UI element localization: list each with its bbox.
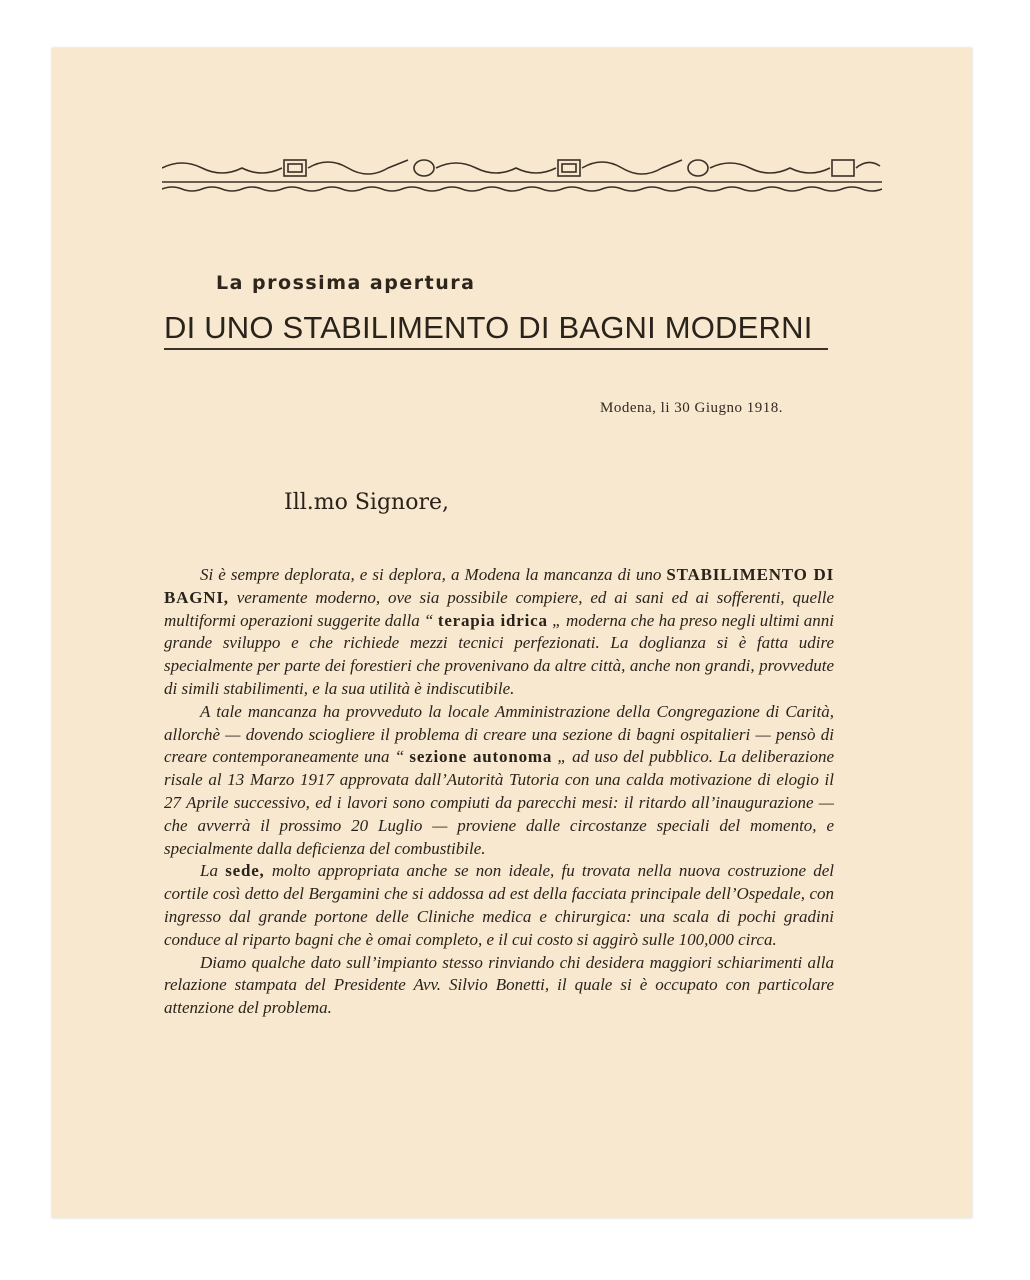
paragraph-4: Diamo qualche dato sull’impianto stesso rinviando chi desidera maggiori schiarimenti alla relazione stampata del Presidente Avv. Silvio Bonetti, il quale si è occupato con particolare attenzione del problema. bbox=[164, 952, 834, 1018]
bold-text: terapia idrica bbox=[437, 610, 548, 630]
paragraph-2 bbox=[164, 701, 834, 861]
main-title: DI UNO STABILIMENTO DI BAGNI MODERNI bbox=[164, 310, 828, 350]
text-run: molto appropriata anche se non ideale, fu trovata nella nuova costruzione del cortile così detto del Bergamini che si addossa ad est della facciata principale dell’Ospedale, con ingresso dal grande portone delle Cliniche medica e chirurgica: una scala di pochi gradini conduce al riparto bagni che è omai completo, e il cui costo si aggirò sulle 100,000 circa. bbox=[164, 861, 834, 949]
subtitle-heading: La prossima apertura bbox=[216, 272, 476, 294]
text-run: „ ad uso del pubblico. La deliberazione risale al 13 Marzo 1917 approvata dall’Autorità Tutoria con una calda motivazione di elogio il 27 Aprile successivo, ed i lavori sono compiuti da parecchi mesi: il ritardo all’inaugurazione — che avverrà il prossimo 20 Luglio — proviene dalle circostanze speciali del momento, e specialmente dalla deficienza del combustibile. bbox=[164, 747, 834, 858]
paragraph-1 bbox=[164, 564, 834, 701]
text-run: A tale mancanza ha provveduto la locale Amministrazione della Congregazione di Carità, allorchè — dovendo sciogliere il problema di creare una sezione di bagni ospitalieri — pensò di creare contemporaneamente una “ bbox=[164, 701, 834, 767]
text-run: La bbox=[200, 861, 226, 881]
bold-text: sezione autonoma bbox=[409, 747, 553, 767]
paragraph-3 bbox=[164, 860, 834, 951]
text-run: veramente moderno, ove sia possibile compiere, ed ai sani ed ai sofferenti, quelle multiformi operazioni suggerite dalla “ bbox=[164, 587, 834, 630]
text-run: „ moderna che ha preso negli ultimi anni grande sviluppo e che richiede mezzi tecnici perfezionati. La doglianza si è fatta udire specialmente per parte dei forestieri che provenivano da altre città, anche non grandi, provvedute di simili stabilimenti, e la sua utilità è indiscutibile. bbox=[164, 610, 835, 698]
letter-body bbox=[164, 564, 834, 1020]
bold-text: sede, bbox=[225, 861, 265, 881]
date-line: Modena, li 30 Giugno 1918. bbox=[600, 400, 783, 416]
salutation: Ill.mo Signore, bbox=[284, 490, 449, 515]
bold-text: STABILIMENTO DI BAGNI, bbox=[164, 565, 834, 607]
text-run: Si è sempre deplorata, e si deplora, a Modena la mancanza di uno bbox=[200, 565, 667, 584]
document-sheet bbox=[52, 48, 972, 1218]
ornamental-border-icon bbox=[162, 156, 882, 196]
